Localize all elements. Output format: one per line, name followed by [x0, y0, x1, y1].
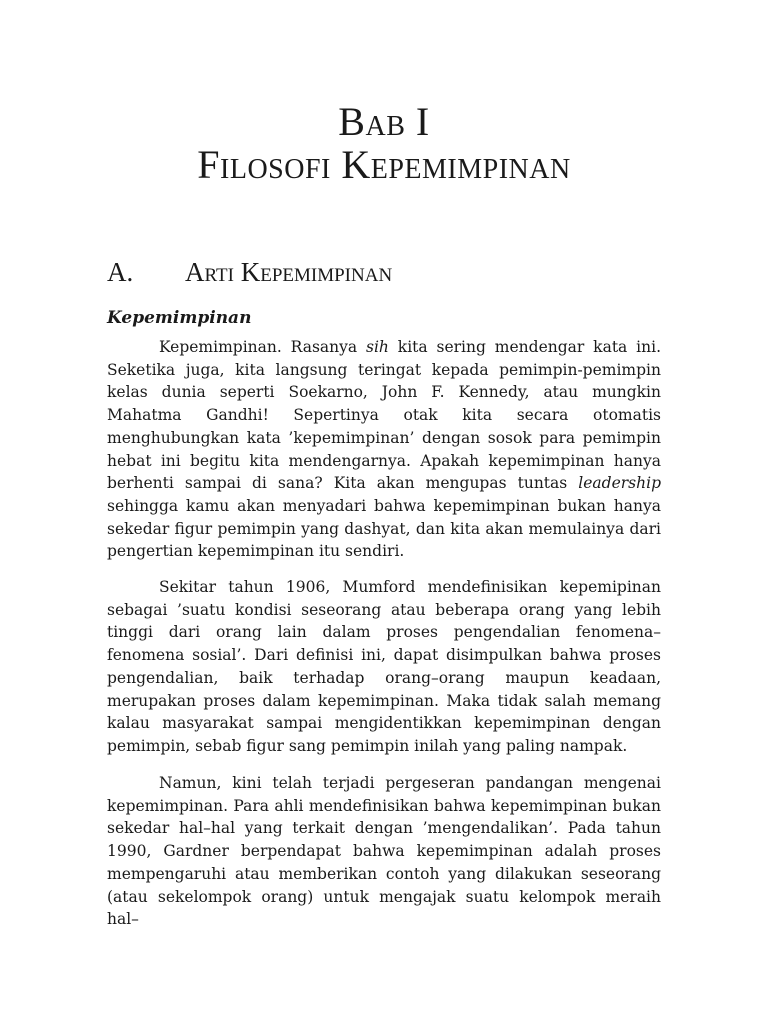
- paragraph-3: Namun, kini telah terjadi pergeseran pandangan mengenai kepemimpinan. Para ahli mendefinisikan bahwa kepemimpinan bukan sekedar hal–hal yang terkait dengan ’mengendalikan’. Pada tahun 1990, Gardner berpendapat bahwa kepemimpinan adalah proses mempengaruhi atau memberikan contoh yang dilakukan seseorang (atau sekelompok orang) untuk mengajak suatu kelompok meraih hal–: [107, 774, 661, 929]
- subheading: Kepemimpinan: [107, 308, 252, 328]
- paragraph-1: [107, 336, 661, 563]
- section-heading: [107, 257, 392, 287]
- paragraph-2: Sekitar tahun 1906, Mumford mendefinisikan kepemipinan sebagai ’suatu kondisi seseorang atau beberapa orang yang lebih tinggi dari orang lain dalam proses pengendalian fenomena–fenomena sosial’. Dari definisi ini, dapat disimpulkan bahwa proses pengendalian, baik terhadap orang–orang maupun keadaan, merupakan proses dalam kepemimpinan. Maka tidak salah memang kalau masyarakat sampai mengidentikkan kepemimpinan dengan pemimpin, sebab figur sang pemimpin inilah yang paling nampak.: [107, 578, 661, 755]
- paragraph-1-text-c: kita sering mendengar kata ini. Seketika juga, kita langsung teringat kepada pemimpin-pemimpin kelas dunia seperti Soekarno, John F. Kennedy, atau mungkin Mahatma Gandhi! Sepertinya otak kita secara otomatis menghubungkan kata ’kepemimpinan’ dengan sosok para pemimpin hebat ini begitu kita mendengarnya. Apakah kepemimpinan hanya berhenti sampai di sana? Kita akan mengupas tuntas: [107, 338, 661, 493]
- paragraph-1-italic-sih: sih: [366, 338, 389, 356]
- chapter-title: Filosofi Kepemimpinan: [197, 142, 571, 187]
- paragraph-1-text-a: Kepemimpinan. Rasanya: [159, 338, 367, 356]
- section-title: Arti Kepemimpinan: [185, 257, 393, 287]
- paragraph-1-text-e: sehingga kamu akan menyadari bahwa kepemimpinan bukan hanya sekedar figur pemimpin yang dashyat, dan kita akan memulainya dari pengertian kepemimpinan itu sendiri.: [107, 496, 661, 561]
- chapter-label: Bab I: [338, 99, 430, 144]
- section-letter: A.: [107, 257, 134, 287]
- paragraph-1-italic-leadership: leadership: [578, 474, 661, 493]
